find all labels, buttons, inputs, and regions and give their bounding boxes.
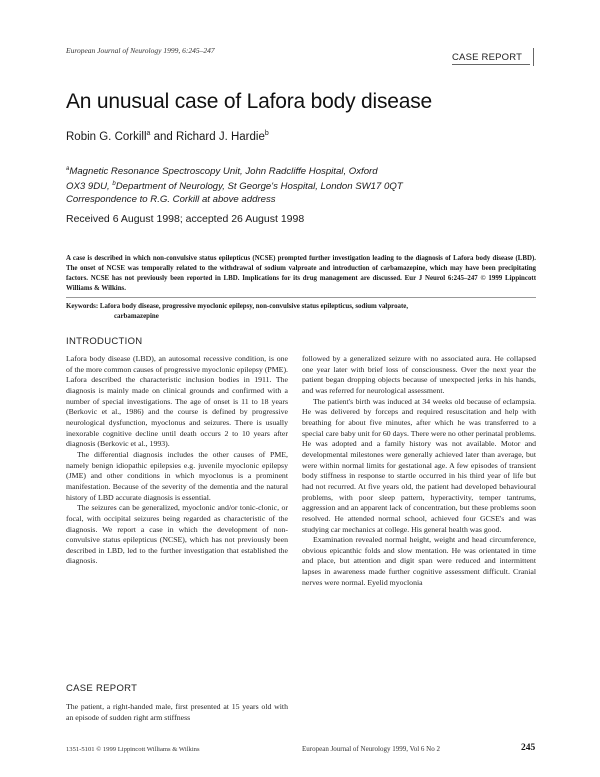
author-join: and [150, 130, 177, 143]
page-number: 245 [521, 743, 536, 753]
author-name: Robin G. Corkill [66, 130, 147, 143]
article-type-rule [452, 64, 530, 65]
section-heading-case-report: CASE REPORT [66, 683, 138, 694]
author-affil-marker: a [146, 130, 151, 137]
footer-journal-ref: European Journal of Neurology 1999, Vol 6 No 2 [302, 745, 440, 753]
keywords-list-cont: carbamazepine [114, 313, 159, 320]
affil-marker: a [66, 166, 70, 172]
abstract: A case is described in which non-convulsive status epilepticus (NCSE) prompted further investigation leading to the diagnosis of Lafora body disease (LBD). The onset of NCSE was temporally related to the withdrawal of sodium valproate and introduction of carbamazepine, which may have been precipitating factors. NCSE has not previously been reported in LBD. Implications for its drug management are discussed. Eur J Neurol 6:245–247 © 1999 Lippincott Williams & Wilkins. [66, 255, 536, 292]
footer-copyright: 1351-5101 © 1999 Lippincott Williams & Wilkins [66, 746, 200, 753]
paragraph: The patient's birth was induced at 34 weeks old because of eclampsia. He was delivered by forceps and required resuscitation and help with breathing for about five minutes, after which he was transferred to a special care baby unit for 60 days. There were no other perinatal problems. He was adopted and a family history was not available. Motor and developmental milestones were generally achieved later than average, but were within normal limits for gestational age. A few episodes of transient body stiffness in response to startle occurred in his third year of life but had not recurred. At five years old, the patient had developed behavioural problems, with poor sleep pattern, hyperactivity, temper tantrums, aggression and an apparent lack of concentration, but these problems soon resolved. He attended normal school, achieved four GCSE's and was studying car mechanics at college. His general health was good. [302, 396, 536, 534]
paragraph: followed by a generalized seizure with no associated aura. He collapsed one year later with brief loss of consciousness. Over the next year the patient began dropping objects because of unexpected jerks in his hands, and was referred for neurological assessment. [302, 354, 536, 395]
paragraph: The seizures can be generalized, myoclonic and/or tonic-clonic, or focal, with occipital seizures being regarded as characteristic of the diagnosis. We report a case in which the development of non-convulsive status epilepticus (NCSE), which has not previously been described in LBD, led to the further investigation that established the diagnosis. [66, 503, 288, 566]
correspondence-note: Correspondence to R.G. Corkill at above address [66, 194, 276, 205]
author-list [66, 130, 269, 143]
article-type-label: CASE REPORT [452, 52, 523, 63]
article-title: An unusual case of Lafora body disease [66, 90, 432, 113]
affil-marker: b [112, 181, 116, 188]
abstract-divider [66, 297, 536, 298]
affiliation-a-cont: OX3 9DU, [66, 181, 113, 193]
journal-citation: European Journal of Neurology 1999, 6:245–247 [66, 46, 215, 55]
paragraph: Examination revealed normal height, weight and head circumference, obvious epicanthic folds and slow mentation. He was orientated in time and place, but attention and digit span were reduced and intermittent lapses in awareness made further cognitive assessment difficult. Cranial nerves were normal. Eyelid myoclonia [302, 535, 536, 587]
paragraph: Lafora body disease (LBD), an autosomal recessive condition, is one of the more common causes of progressive myoclonic epilepsy (PME). Lafora described the characteristic inclusion bodies in 1911. The diagnosis is mainly made on clinical grounds and confirmed with a number of special investigations. The age of onset is 11 to 18 years (Berkovic et al., 1986) and the course is defined by progressive neurological dysfunction, myoclonus and seizures. There is usually inexorable cognitive decline until death occurs 2 to 10 years after diagnosis (Berkovic et al., 1993). [66, 354, 288, 449]
author-affil-marker: b [264, 130, 269, 137]
affiliation-a: Magnetic Resonance Spectroscopy Unit, John Radcliffe Hospital, Oxford [69, 166, 378, 178]
keywords-label: Keywords: [66, 303, 99, 310]
paragraph: The patient, a right-handed male, first presented at 15 years old with an episode of sudden right arm stiffness [66, 702, 288, 722]
keywords [66, 302, 536, 322]
left-column-case-report [66, 702, 288, 723]
section-heading-introduction: INTRODUCTION [66, 336, 143, 347]
right-column [302, 354, 536, 588]
left-column-introduction [66, 354, 288, 567]
received-dates: Received 6 August 1998; accepted 26 August 1998 [66, 213, 305, 225]
article-type-vertical-rule [533, 48, 534, 66]
affiliation-b: Department of Neurology, St George's Hospital, London SW17 0QT [115, 181, 403, 193]
author-name: Richard J. Hardie [176, 130, 265, 143]
keywords-list: Lafora body disease, progressive myoclonic epilepsy, non-convulsive status epilepticus, sodium valproate, [98, 303, 409, 310]
affiliations [66, 163, 403, 193]
paragraph: The differential diagnosis includes the other causes of PME, namely benign idiopathic epilepsies e.g. juvenile myoclonic epilepsy (JME) and other conditions in which myoclonus is a prominent manifestation. Because of the severity of the dementia and the natural history of LBD accurate diagnosis is essential. [66, 449, 288, 502]
